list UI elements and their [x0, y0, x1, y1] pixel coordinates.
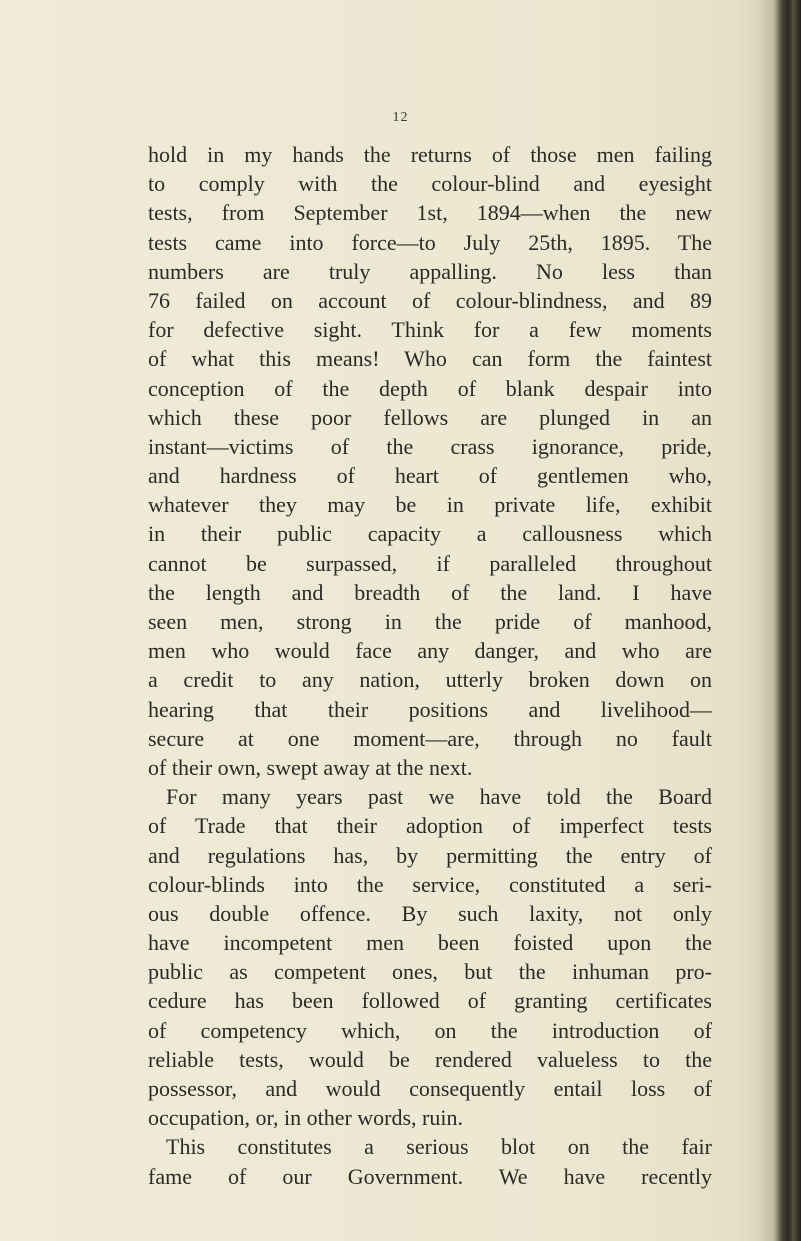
text-line: of what this means! Who can form the faintest — [148, 346, 712, 372]
text-line: colour-blinds into the service, constituted a seri- — [148, 871, 712, 897]
text-line: seen men, strong in the pride of manhood, — [148, 609, 712, 634]
text-line: of their own, swept away at the next. — [148, 754, 473, 780]
text-line: whatever they may be in private life, exhibit — [148, 492, 712, 518]
text-line: and hardness of heart of gentlemen who, — [148, 463, 712, 489]
text-line: a credit to any nation, utterly broken down on — [148, 667, 712, 693]
text-line: to comply with the colour-blind and eyesight — [148, 171, 712, 197]
page-number: 12 — [392, 110, 409, 125]
text-line: numbers are truly appalling. No less than — [148, 258, 712, 284]
book-spine-edge — [759, 0, 801, 1241]
text-line: cannot be surpassed, if paralleled throughout — [148, 550, 712, 576]
text-line: of Trade that their adoption of imperfect tests — [148, 813, 712, 839]
text-line: conception of the depth of blank despair into — [148, 375, 712, 401]
text-line: cedure has been followed of granting certificates — [148, 988, 712, 1014]
text-line: the length and breadth of the land. I have — [148, 579, 712, 605]
text-line: have incompetent men been foisted upon the — [148, 930, 712, 956]
text-line: possessor, and would consequently entail loss of — [148, 1076, 712, 1101]
text-line: hold in my hands the returns of those men failing — [148, 142, 712, 167]
text-line: reliable tests, would be rendered valueless to the — [148, 1046, 712, 1072]
text-line: which these poor fellows are plunged in an — [148, 404, 712, 430]
text-line: in their public capacity a callousness which — [148, 521, 712, 547]
text-line: occupation, or, in other words, ruin. — [148, 1105, 463, 1131]
text-line: ous double offence. By such laxity, not only — [148, 900, 712, 926]
text-line: tests came into force—to July 25th, 1895. The — [148, 229, 712, 255]
text-line: For many years past we have told the Board — [166, 784, 712, 810]
text-line: public as competent ones, but the inhuman pro- — [148, 959, 712, 985]
text-line: for defective sight. Think for a few moments — [148, 317, 712, 343]
page-body-text — [148, 140, 712, 1191]
text-line: This constitutes a serious blot on the fair — [166, 1134, 712, 1160]
text-line: tests, from September 1st, 1894—when the new — [148, 200, 712, 226]
text-line: fame of our Government. We have recently — [148, 1163, 712, 1189]
text-line: of competency which, on the introduction of — [148, 1017, 712, 1043]
text-line: instant—victims of the crass ignorance, pride, — [148, 433, 712, 459]
text-line: hearing that their positions and livelihood— — [148, 696, 712, 722]
text-line: secure at one moment—are, through no fault — [148, 725, 712, 751]
text-line: 76 failed on account of colour-blindness, and 89 — [148, 287, 712, 313]
text-line: men who would face any danger, and who are — [148, 638, 712, 664]
text-line: and regulations has, by permitting the entry of — [148, 842, 712, 868]
